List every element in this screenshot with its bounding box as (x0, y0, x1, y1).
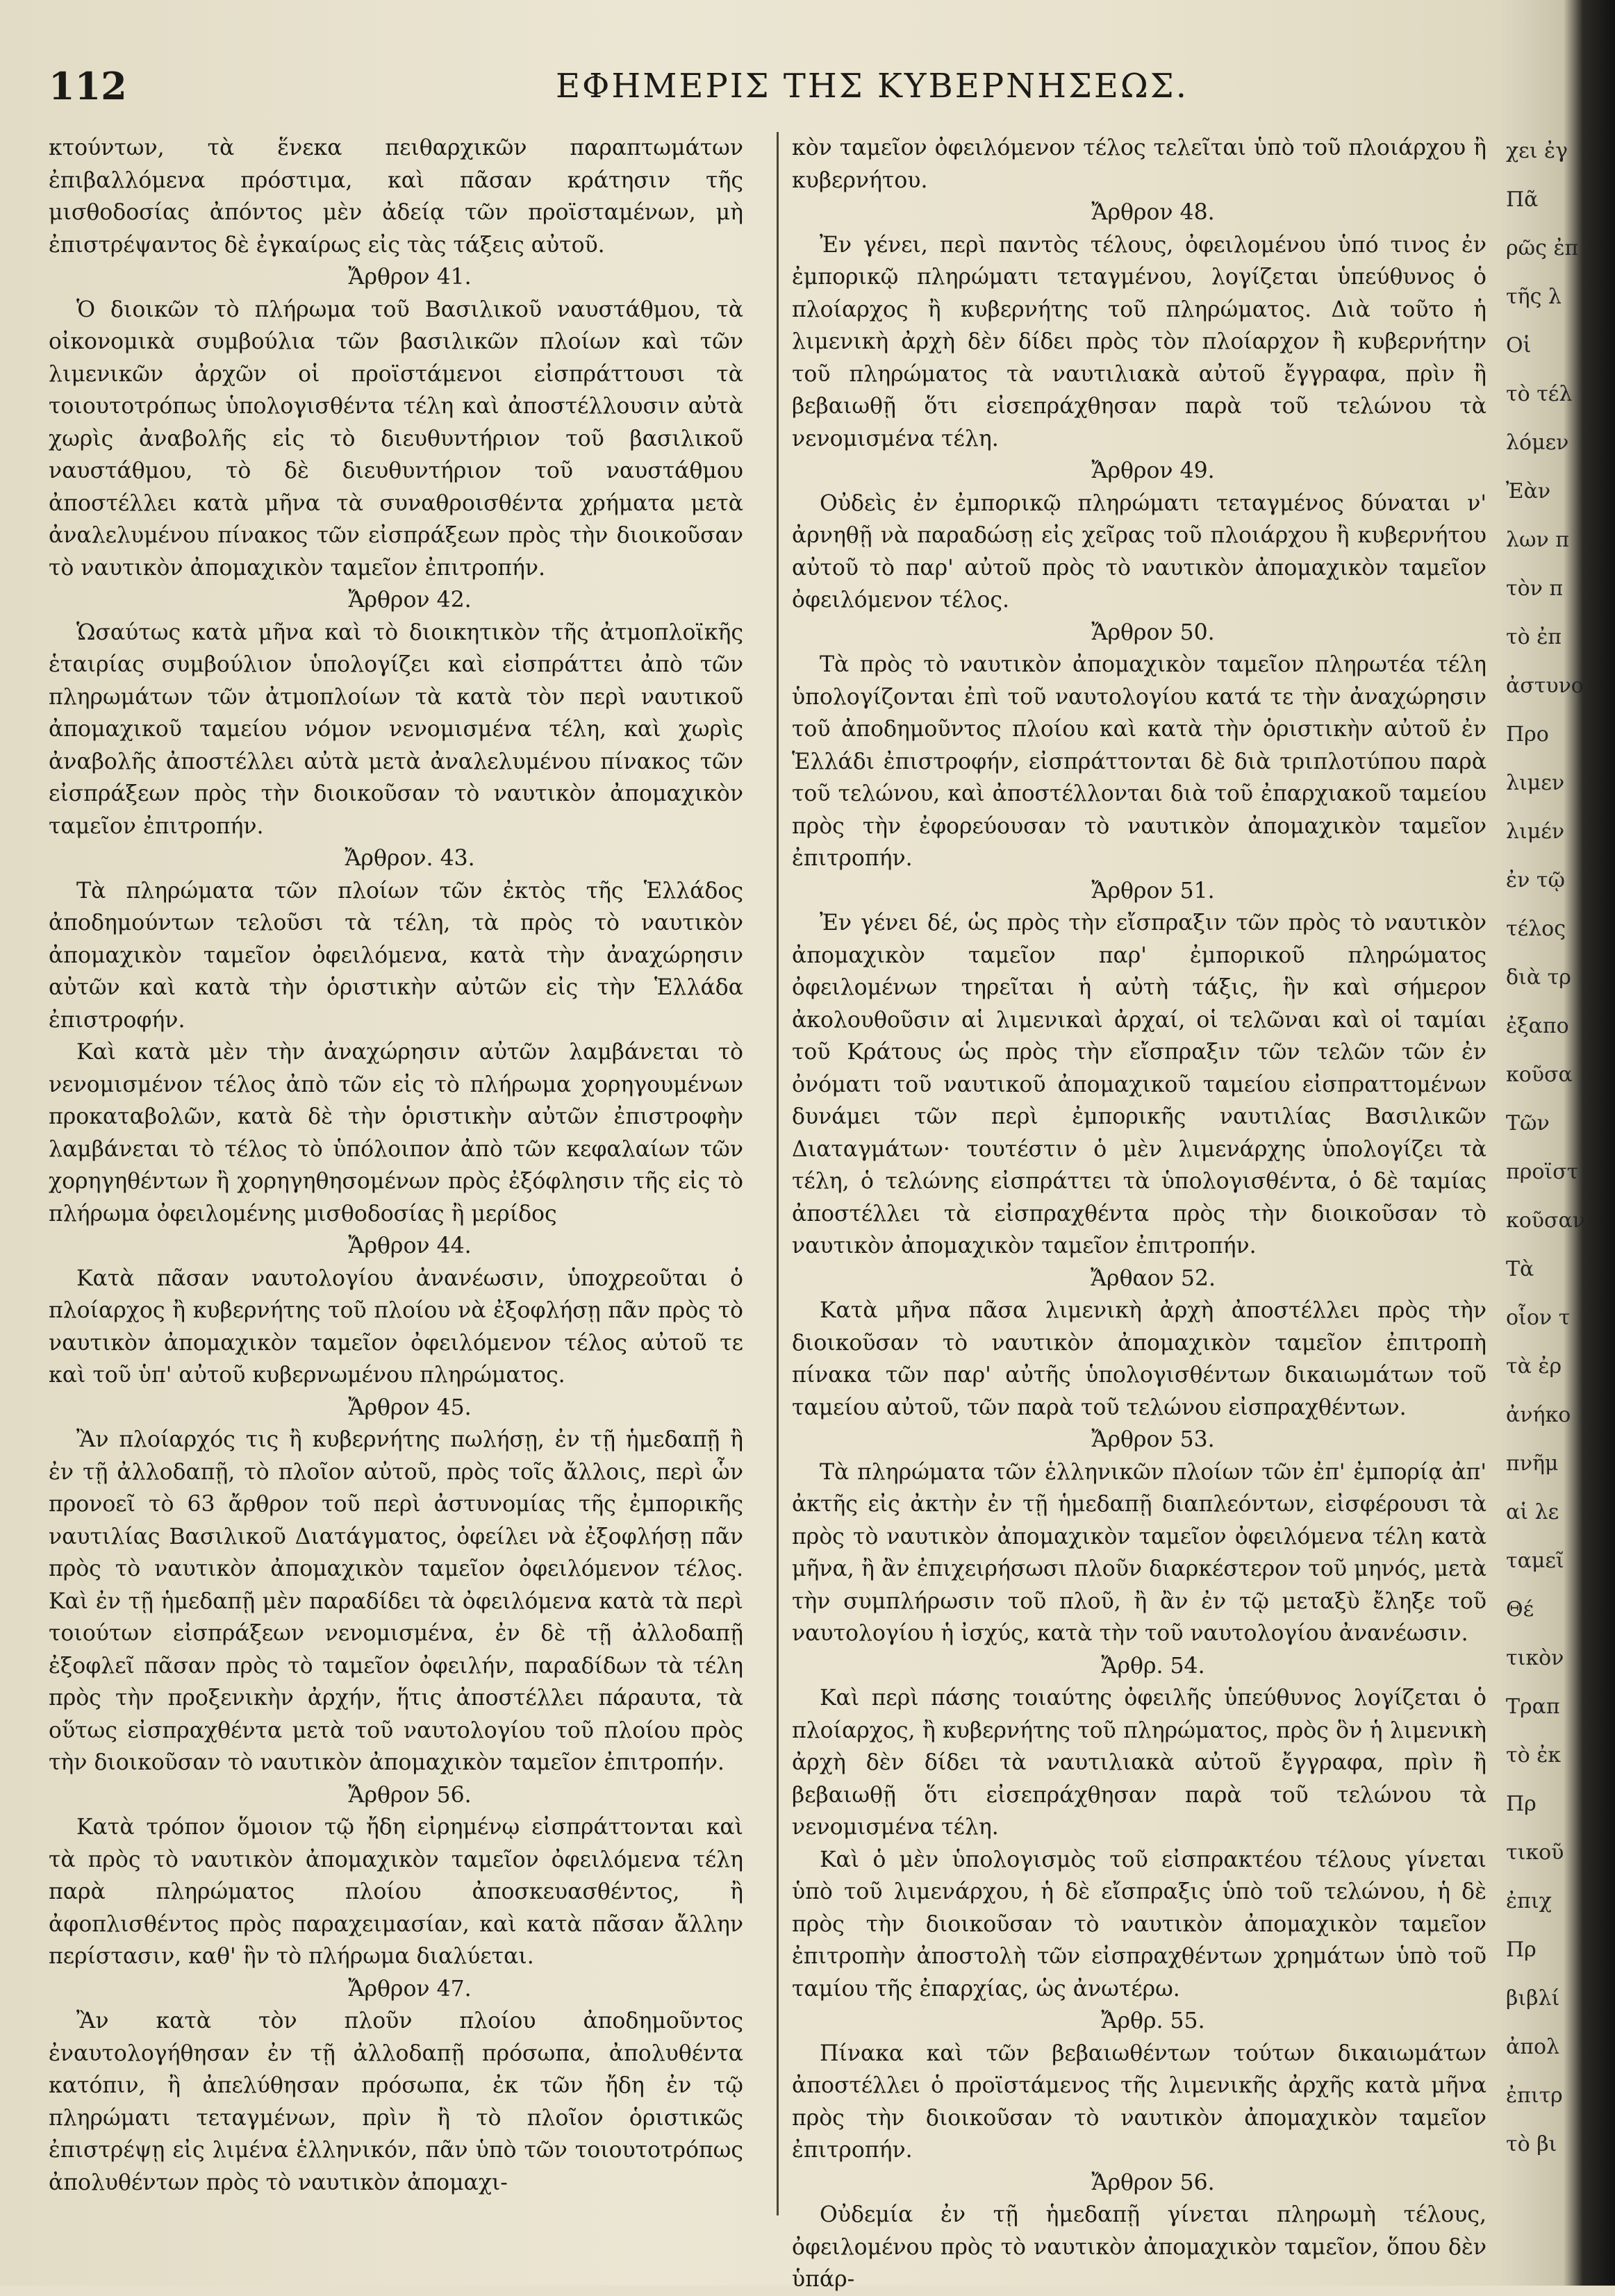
edge-text-fragment: Πρ (1506, 1938, 1537, 1962)
article-heading: Ἄρθρον 56. (1091, 2170, 1215, 2195)
article-paragraph: Καὶ κατὰ μὲν τὴν ἀναχώρησιν αὐτῶν λαμβάνεται τὸ νενομισμένον τέλος ἀπὸ τῶν εἰς τὸ πλήρωμα χορηγουμένων προκαταβολῶν, κατὰ δὲ τὴν ὁριστικὴν αὐτῶν ἐπιστροφὴν λαμβάνεται τὸ τέλος τὸ ὑπόλοιπον ἀπὸ τῶν κεφαλαίων τῶν χορηγηθέντων ἢ χορηγηθησομένων πρὸς ἐξόφλησιν τῆς εἰς τὸ πλήρωμα ὀφειλομένης μισθοδοσίας ἢ μερίδος (49, 1040, 743, 1226)
article-heading: Ἄρθρον 41. (348, 265, 472, 290)
edge-text-fragment: τέλος (1506, 917, 1566, 941)
article-paragraph: Καὶ περὶ πάσης τοιαύτης ὀφειλῆς ὑπεύθυνος λογίζεται ὁ πλοίαρχος, ἢ κυβερνήτης τοῦ πληρώματος, πρὸς ὃν ἡ λιμενικὴ ἀρχὴ δὲν δίδει τὰ ναυτιλιακὰ αὐτοῦ ἔγγραφα, πρὶν ἢ βεβαιωθῇ ὅτι εἰσεπράχθησαν παρὰ τοῦ τελώνου τὰ νενομισμένα τέλη. (792, 1686, 1486, 1840)
article-paragraph: Ἂν κατὰ τὸν πλοῦν πλοίου ἀποδημοῦντος ἐναυτολογήθησαν ἐν τῇ ἀλλοδαπῇ πρόσωπα, ἀπολυθέντα κατόπιν, ἢ ἀπελύθησαν πρόσωπα, ἐκ τῶν ἤδη ἐν τῷ πληρώματι τεταγμένων, πρὶν ἢ τὸ πλοῖον ὁριστικῶς ἐπιστρέψῃ εἰς λιμένα ἑλληνικόν, πᾶν ὑπὸ τῶν τοιουτοτρόπως ἀπολυθέντων πρὸς τὸ ναυτικὸν ἀπομαχι- (49, 2008, 743, 2195)
article-paragraph: Κατὰ τρόπον ὅμοιον τῷ ἤδη εἰρημένῳ εἰσπράττονται καὶ τὰ πρὸς τὸ ναυτικὸν ἀπομαχικὸν ταμεῖον ὀφειλόμενα τέλη παρὰ πληρώματος πλοίου ἀποσκευασθέντος, ἢ ἀφοπλισθέντος πρὸς παραχειμασίαν, καὶ κατὰ πᾶσαν ἄλλην περίστασιν, καθ' ἣν τὸ πλήρωμα διαλύεται. (49, 1815, 743, 1969)
edge-text-fragment: βιβλί (1506, 1986, 1560, 2011)
edge-text-fragment: κοῦσαν (1506, 1208, 1586, 1233)
article-paragraph: Κατὰ πᾶσαν ναυτολογίου ἀνανέωσιν, ὑποχρεοῦται ὁ πλοίαρχος ἢ κυβερνήτης τοῦ πλοίου νὰ ἐξοφλήσῃ πᾶν πρὸς τὸ ναυτικὸν ἀπομαχικὸν ταμεῖον ὀφειλόμενον τέλος αὐτοῦ τε καὶ τοῦ ὑπ' αὐτοῦ κυβερνωμένου πληρώματος. (49, 1265, 743, 1388)
edge-text-fragment: Θέ (1506, 1597, 1534, 1622)
article-paragraph: Κατὰ μῆνα πᾶσα λιμενικὴ ἀρχὴ ἀποστέλλει πρὸς τὴν διοικοῦσαν τὸ ναυτικὸν ἀπομαχικὸν ταμεῖον ἐπιτροπὴ πίνακα τῶν παρ' αὐτῆς ὑπολογισθέντων δικαιωμάτων τοῦ ταμείου αὐτοῦ, τῶν παρὰ τοῦ τελώνου εἰσπραχθέντων. (792, 1298, 1486, 1420)
article-paragraph: Ἂν πλοίαρχός τις ἢ κυβερνήτης πωλήσῃ, ἐν τῇ ἡμεδαπῇ ἢ ἐν τῇ ἀλλοδαπῇ, τὸ πλοῖον αὐτοῦ, πρὸς τοῖς ἄλλοις, περὶ ὧν προνοεῖ τὸ 63 ἄρθρον τοῦ περὶ ἀστυνομίας τῆς ἐμπορικῆς ναυτιλίας Βασιλικοῦ Διατάγματος, ὀφείλει νὰ ἐξοφλήσῃ πᾶν πρὸς τὸ ναυτικὸν ἀπομαχικὸν ταμεῖον ὀφειλόμενον τέλος. Καὶ ἐν τῇ ἡμεδαπῇ μὲν παραδίδει τὰ ὀφειλόμενα κατὰ τὰ περὶ τοιούτων εἰσπράξεων νενομισμένα, ἐν δὲ τῇ ἀλλοδαπῇ ἐξοφλεῖ πᾶσαν πρὸς τὸ ταμεῖον ὀφειλήν, παραδίδων τὰ τέλη πρὸς τὴν προξενικὴν ἀρχήν, ἥτις ἀποστέλλει πάραυτα, τὰ οὕτως εἰσπραχθέντα μετὰ τοῦ ναυτολογίου τοῦ πλοίου πρὸς τὴν διοικοῦσαν τὸ ναυτικὸν ἀπομαχικὸν ταμεῖον ἐπιτροπήν. (49, 1427, 743, 1775)
edge-text-fragment: ἐξαπο (1506, 1014, 1569, 1038)
article-paragraph: Τὰ πληρώματα τῶν ἑλληνικῶν πλοίων τῶν ἐπ' ἐμπορίᾳ ἀπ' ἀκτῆς εἰς ἀκτὴν ἐν τῇ ἡμεδαπῇ διαπλεόντων, εἰσφέρουσι τὰ πρὸς τὸ ναυτικὸν ἀπομαχικὸν ταμεῖον ὀφειλόμενα τέλη κατὰ μῆνα, ἢ ἂν ἐπιχειρήσωσι πλοῦν διαρκέστερον τοῦ μηνός, μετὰ τὴν συμπλήρωσιν τοῦ πλοῦ, ἢ ἂν ἐν τῷ μεταξὺ ἔληξε τοῦ ναυτολογίου ἡ ἰσχύς, κατὰ τὴν τοῦ ναυτολογίου ἀνανέωσιν. (792, 1459, 1486, 1646)
edge-text-fragment: Τῶν (1506, 1111, 1550, 1135)
article-paragraph: Οὐδεμία ἐν τῇ ἡμεδαπῇ γίνεται πληρωμὴ τέλους, ὀφειλομένου πρὸς τὸ ναυτικὸν ἀπομαχικὸν ταμεῖον, ὅπου δὲν ὑπάρ- (792, 2202, 1486, 2292)
article-heading: Ἄρθρον 45. (348, 1395, 472, 1420)
edge-text-fragment: Οἱ (1506, 333, 1532, 358)
article-paragraph: Οὐδεὶς ἐν ἐμπορικῷ πληρώματι τεταγμένος δύναται ν' ἀρνηθῇ νὰ παραδώσῃ εἰς χεῖρας τοῦ πλοιάρχου ἢ κυβερνήτου αὐτοῦ τὸ παρ' αὐτοῦ πρὸς τὸ ναυτικὸν ἀπομαχικὸν ταμεῖον ὀφειλόμενον τέλος. (792, 490, 1486, 613)
edge-text-fragment: ἐπιχ (1506, 1889, 1552, 1913)
edge-text-fragment: τικοῦ (1506, 1840, 1564, 1865)
article-heading: Ἄρθρον 51. (1091, 878, 1215, 904)
article-paragraph: Ὡσαύτως κατὰ μῆνα καὶ τὸ διοικητικὸν τῆς ἀτμοπλοϊκῆς ἑταιρίας συμβούλιον ὑπολογίζει καὶ εἰσπράττει ἀπὸ τῶν πληρωμάτων τῶν ἀτμοπλοίων τὰ κατὰ τὸν περὶ ναυτικοῦ ἀπομαχικοῦ ταμείου νόμον νενομισμένα τέλη, καὶ χωρὶς ἀναβολῆς ἀποστέλλει αὐτὰ μετὰ ἀναλελυμένου πίνακος τῶν εἰσπράξεων πρὸς τὴν διοικοῦσαν τὸ ναυτικὸν ἀπομαχικὸν ταμεῖον ἐπιτροπήν. (49, 619, 743, 839)
edge-text-fragment: αἱ λε (1506, 1500, 1559, 1524)
continued-paragraph: κτούντων, τὰ ἕνεκα πειθαρχικῶν παραπτωμάτων ἐπιβαλλόμενα πρόστιμα, καὶ πᾶσαν κράτησιν τῆς μισθοδοσίας ἀπόντος μὲν ἀδείᾳ τῶν προϊσταμένων, μὴ ἐπιστρέψαντος δὲ ἐγκαίρως εἰς τὰς τάξεις αὐτοῦ. (49, 135, 743, 258)
article-heading: Ἄρθρον 48. (1091, 200, 1215, 225)
edge-text-fragment: ἀστυνο (1506, 674, 1584, 698)
article-heading: Ἄρθρον 47. (348, 1976, 472, 2002)
edge-text-fragment: τὸ τέλ (1506, 382, 1573, 406)
edge-text-fragment: χει ἐγ (1506, 139, 1568, 163)
edge-text-fragment: τὸ ἐπ (1506, 625, 1562, 649)
article-heading: Ἄρθρον 50. (1091, 619, 1215, 645)
article-paragraph: Τὰ πρὸς τὸ ναυτικὸν ἀπομαχικὸν ταμεῖον πληρωτέα τέλη ὑπολογίζονται ἐπὶ τοῦ ναυτολογίου κατά τε τὴν ἀναχώρησιν τοῦ ἀποδημοῦντος πλοίου καὶ κατὰ τὴν ὁριστικὴν αὐτοῦ ἐν Ἑλλάδι ἐπιστροφήν, εἰσπράττονται δὲ διὰ τριπλοτύπου παρὰ τοῦ τελώνου, καὶ ἀποστέλλονται διὰ τοῦ ἐπαρχιακοῦ ταμείου πρὸς τὴν ἐφορεύουσαν τὸ ναυτικὸν ἀπομαχικὸν ταμεῖον ἐπιτροπήν. (792, 652, 1486, 871)
edge-text-fragment: τὰ ἐρ (1506, 1354, 1562, 1379)
article-paragraph: Ἐν γένει δέ, ὡς πρὸς τὴν εἴσπραξιν τῶν πρὸς τὸ ναυτικὸν ἀπομαχικὸν ταμεῖον παρ' ἐμπορικοῦ πληρώματος ὀφειλομένων τηρεῖται ἡ αὐτὴ τάξις, ἣν καὶ σήμερον ἀκολουθοῦσιν αἱ λιμενικαὶ ἀρχαί, οἱ τελῶναι καὶ οἱ ταμίαι τοῦ Κράτους ὡς πρὸς τὴν εἴσπραξιν τῶν τελῶν τῶν ἐν ὀνόματι τοῦ ναυτικοῦ ἀπομαχικοῦ ταμείου εἰσπραττομένων δυνάμει τῶν περὶ ἐμπορικῆς ναυτιλίας Βασιλικῶν Διαταγμάτων· τουτέστιν ὁ μὲν λιμενάρχης ὑπολογίζει τὰ τέλη, ὁ τελώνης εἰσπράττει τὰ ὑπολογισθέντα, ὁ δὲ ταμίας ἀποστέλλει τὰ εἰσπραχθέντα πρὸς τὴν διοικοῦσαν τὸ ναυτικὸν ἀπομαχικὸν ταμεῖον ἐπιτροπήν. (792, 910, 1486, 1258)
edge-text-fragment: ἐπιτρ (1506, 2083, 1563, 2108)
edge-text-fragment: τῆς λ (1506, 285, 1562, 309)
continued-paragraph: κὸν ταμεῖον ὀφειλόμενον τέλος τελεῖται ὑπὸ τοῦ πλοιάρχου ἢ κυβερνήτου. (792, 135, 1486, 193)
running-title: ΕΦΗΜΕΡΙΣ ΤΗΣ ΚΥΒΕΡΝΗΣΕΩΣ. (556, 67, 1189, 106)
article-heading: Ἄρθρον 56. (348, 1782, 472, 1808)
edge-text-fragment: ἐν τῷ (1506, 868, 1565, 892)
article-paragraph: Ἐν γένει, περὶ παντὸς τέλους, ὀφειλομένου ὑπό τινος ἐν ἐμπορικῷ πληρώματι τεταγμένου, λογίζεται ὑπεύθυνος ὁ πλοίαρχος ἢ κυβερνήτης τοῦ πληρώματος. Διὰ τοῦτο ἡ λιμενικὴ ἀρχὴ δὲν δίδει πρὸς τὸν πλοίαρχον ἢ κυβερνήτην τοῦ πληρώματος τὰ ναυτιλιακὰ αὐτοῦ ἔγγραφα, πρὶν ἢ βεβαιωθῇ ὅτι εἰσεπράχθησαν παρὰ τοῦ τελώνου τὰ νενομισμένα τέλη. (792, 232, 1486, 451)
article-heading: Ἄρθαον 52. (1090, 1265, 1216, 1291)
edge-text-fragment: τὸ ἐκ (1506, 1743, 1562, 1767)
edge-text-fragment: λων π (1506, 528, 1569, 552)
article-heading: Ἄρθρον 49. (1091, 458, 1215, 483)
edge-text-fragment: διὰ τρ (1506, 965, 1571, 990)
edge-text-fragment: προϊστ (1506, 1160, 1579, 1184)
edge-text-fragment: ρῶς ἐπ (1506, 236, 1579, 260)
edge-text-fragment: λόμεν (1506, 431, 1569, 455)
edge-text-fragment: ἀπολ (1506, 2035, 1560, 2059)
article-paragraph: Τὰ πληρώματα τῶν πλοίων τῶν ἐκτὸς τῆς Ἑλλάδος ἀποδημούντων τελοῦσι τὰ τέλη, τὰ πρὸς τὸ ναυτικὸν ἀπομαχικὸν ταμεῖον ὀφειλόμενα, κατὰ τὴν ἀναχώρησιν αὐτῶν καὶ κατὰ τὴν ὁριστικὴν αὐτῶν εἰς τὴν Ἑλλάδα ἐπιστροφήν. (49, 878, 743, 1033)
edge-text-fragment: λιμέν (1506, 820, 1565, 844)
edge-text-fragment: λιμεν (1506, 771, 1565, 795)
article-paragraph: Καὶ ὁ μὲν ὑπολογισμὸς τοῦ εἰσπρακτέου τέλους γίνεται ὑπὸ τοῦ λιμενάρχου, ἡ δὲ εἴσπραξις ὑπὸ τοῦ τελώνου, ἡ δὲ πρὸς τὴν διοικοῦσαν τὸ ναυτικὸν ἀπομαχικὸν ταμεῖον ἐπιτροπὴν ἀποστολὴ τῶν εἰσπραχθέντων χρημάτων ὑπὸ τοῦ ταμίου τῆς ἐπαρχίας, ὡς ἀνωτέρω. (792, 1847, 1486, 2002)
edge-text-fragment: Τὰ (1506, 1257, 1534, 1281)
edge-text-fragment: τὸ βι (1506, 2132, 1557, 2156)
edge-text-fragment: Προ (1506, 722, 1549, 747)
article-heading: Ἄρθρ. 54. (1101, 1653, 1205, 1679)
article-heading: Ἄρθρ. 55. (1101, 2008, 1205, 2033)
adjacent-page-edge (1500, 0, 1615, 2286)
article-heading: Ἄρθρον 53. (1091, 1427, 1215, 1452)
edge-text-fragment: τικὸν (1506, 1646, 1564, 1670)
right-column (792, 132, 1486, 2296)
column-divider (777, 132, 779, 2215)
left-column (49, 132, 743, 2199)
edge-text-fragment: ἀνήκο (1506, 1403, 1571, 1427)
edge-text-fragment: τὸν π (1506, 576, 1564, 601)
edge-text-fragment: Πᾶ (1506, 188, 1539, 212)
page-header (42, 64, 1486, 113)
edge-text-fragment: πνῆμ (1506, 1451, 1559, 1476)
page-number: 112 (49, 64, 127, 108)
edge-text-fragment: Ἐὰν (1506, 479, 1551, 504)
edge-text-fragment: ταμεῖ (1506, 1549, 1564, 1573)
article-paragraph: Πίνακα καὶ τῶν βεβαιωθέντων τούτων δικαιωμάτων ἀποστέλλει ὁ προϊστάμενος τῆς λιμενικῆς ἀρχῆς κατὰ μῆνα πρὸς τὴν διοικοῦσαν τὸ ναυτικὸν ἀπομαχικὸν ταμεῖον ἐπιτροπήν. (792, 2040, 1486, 2163)
article-paragraph: Ὁ διοικῶν τὸ πλήρωμα τοῦ Βασιλικοῦ ναυστάθμου, τὰ οἰκονομικὰ συμβούλια τῶν βασιλικῶν πλοίων καὶ τῶν λιμενικῶν ἀρχῶν οἱ προϊστάμενοι εἰσπράττουσι τὰ τοιουτοτρόπως ὑπολογισθέντα τέλη καὶ ἀποστέλλουσιν αὐτὰ χωρὶς ἀναβολῆς εἰς τὸ διευθυντήριον τοῦ βασιλικοῦ ναυστάθμου, τὸ δὲ διευθυντήριον τοῦ ναυστάθμου ἀποστέλλει κατὰ μῆνα τὰ συναθροισθέντα χρήματα μετὰ ἀναλελυμένου πίνακος τῶν εἰσπράξεων πρὸς τὴν διοικοῦσαν τὸ ναυτικὸν ἀπομαχικὸν ταμεῖον ἐπιτροπήν. (49, 297, 743, 581)
edge-text-fragment: κοῦσα (1506, 1063, 1573, 1087)
edge-text-fragment: Τραπ (1506, 1695, 1560, 1719)
article-heading: Ἄρθρον. 43. (345, 846, 475, 871)
edge-text-fragment: οἷον τ (1506, 1306, 1571, 1330)
article-heading: Ἄρθρον 42. (348, 588, 472, 613)
article-heading: Ἄρθρον 44. (348, 1233, 472, 1258)
edge-text-fragment: Πρ (1506, 1792, 1537, 1816)
